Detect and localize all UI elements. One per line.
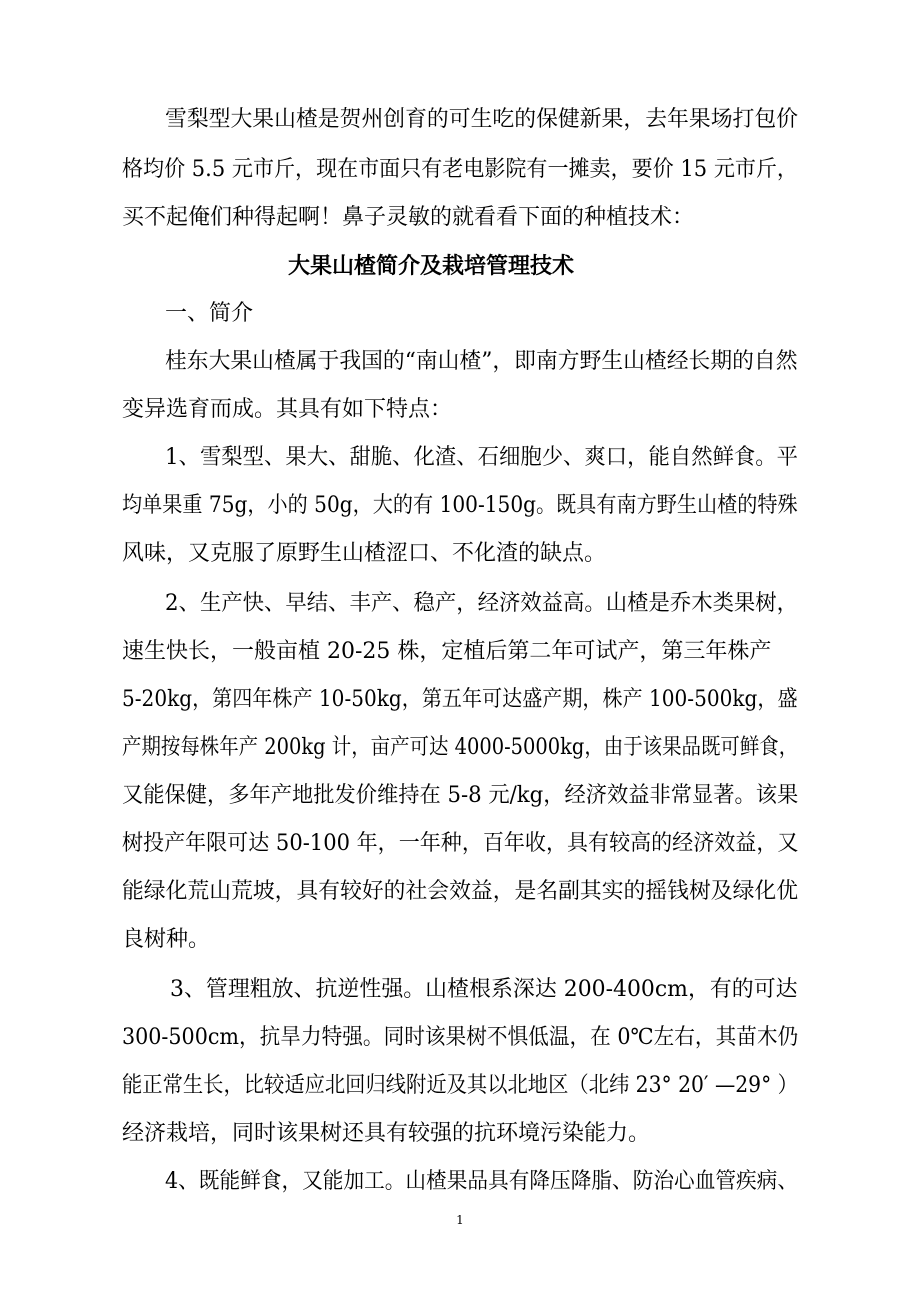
point3-line-1: 3、管理粗放、抗逆性强。山楂根系深达 200-400cm，有的可达 <box>170 977 798 1002</box>
intro-line-2: 格均价 5.5 元市斤，现在市面只有老电影院有一摊卖，要价 15 元市斤， <box>122 157 798 182</box>
point2-line-1: 2、生产快、早结、丰产、稳产，经济效益高。山楂是乔木类果树， <box>165 591 798 616</box>
intro-line-1: 雪梨型大果山楂是贺州创育的可生吃的保健新果，去年果场打包价 <box>165 107 799 132</box>
point2-line-8: 良树种。 <box>122 927 211 952</box>
intro-line-3: 买不起俺们种得起啊！鼻子灵敏的就看看下面的种植技术： <box>122 205 695 230</box>
point2-line-4: 产期按每株年产 200kg 计，亩产可达 4000-5000kg，由于该果品既可鲜食， <box>122 735 799 760</box>
point4-line-1: 4、既能鲜食，又能加工。山楂果品具有降压降脂、防治心血管疾病、 <box>165 1169 798 1194</box>
point3-line-2: 300-500cm，抗旱力特强。同时该果树不惧低温，在 0℃左右，其苗木仍 <box>122 1025 799 1050</box>
point1-line-3: 风味，又克服了原野生山楂涩口、不化渣的缺点。 <box>122 541 607 566</box>
summary-line-2: 变异选育而成。其具有如下特点： <box>122 397 453 422</box>
document-title: 大果山楂简介及栽培管理技术 <box>288 253 575 279</box>
point2-line-6: 树投产年限可达 50-100 年，一年种，百年收，具有较高的经济效益，又 <box>122 831 799 856</box>
point1-line-2: 均单果重 75g，小的 50g，大的有 100-150g。既具有南方野生山楂的特殊 <box>122 493 798 518</box>
summary-line-1: 桂东大果山楂属于我国的“南山楂”，即南方野生山楂经长期的自然 <box>165 349 798 374</box>
page-number: 1 <box>456 1213 464 1227</box>
point2-line-2: 速生快长，一般亩植 20-25 株，定植后第二年可试产，第三年株产 <box>122 639 772 664</box>
point3-line-3: 能正常生长，比较适应北回归线附近及其以北地区（北纬 23° 20′ —29° ） <box>122 1073 798 1098</box>
point2-line-7: 能绿化荒山荒坡，具有较好的社会效益，是名副其实的摇钱树及绿化优 <box>122 879 799 904</box>
section-heading: 一、简介 <box>165 301 254 326</box>
point1-line-1: 1、雪梨型、果大、甜脆、化渣、石细胞少、爽口，能自然鲜食。平 <box>165 445 798 470</box>
point2-line-3: 5-20kg，第四年株产 10-50kg，第五年可达盛产期，株产 100-500kg，盛 <box>122 687 798 712</box>
point3-line-4: 经济栽培，同时该果树还具有较强的抗环境污染能力。 <box>122 1121 651 1146</box>
point2-line-5: 又能保健，多年产地批发价维持在 5-8 元/kg，经济效益非常显著。该果 <box>122 783 799 808</box>
